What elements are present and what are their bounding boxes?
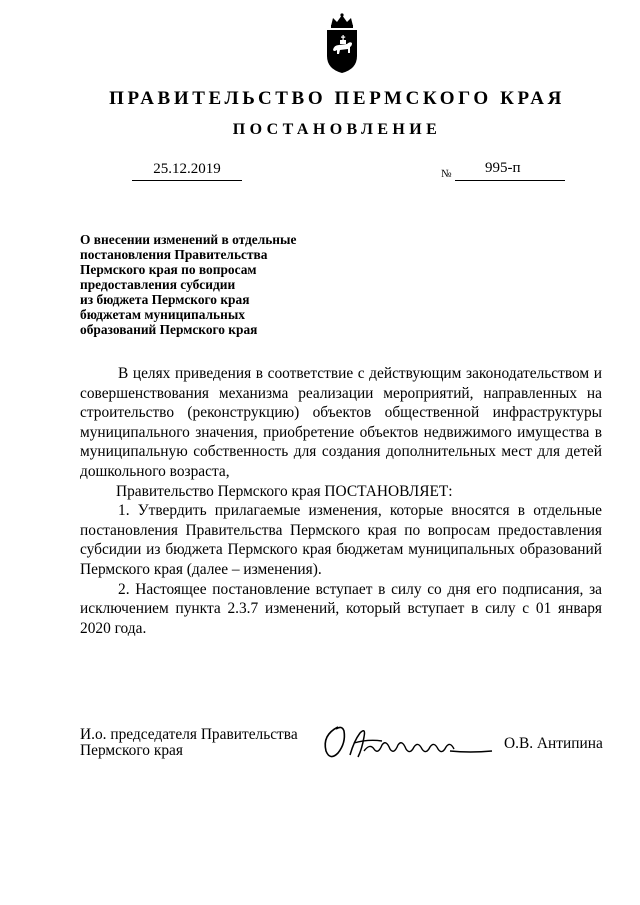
subject-line: бюджетам муниципальных — [80, 307, 245, 322]
subject-line: предоставления субсидии — [80, 277, 236, 292]
subject-line: из бюджета Пермского края — [80, 292, 250, 307]
organization-title: ПРАВИТЕЛЬСТВО ПЕРМСКОГО КРАЯ — [109, 88, 565, 109]
preamble-paragraph: В целях приведения в соответствие с действующим законодательством и совершенствования механизма реализации мероприятий, направленных на строительство (реконструкцию) объектов общественной инфраструктуры муниципального значения, приобретение объектов недвижимого имущества в муниципальную собственность для создания дополнительных мест для детей дошкольного возраста, — [80, 365, 602, 480]
signer-title-line: И.о. председателя Правительства — [80, 726, 298, 743]
document-number: 995-п — [485, 160, 521, 176]
subject-line: постановления Правительства — [80, 247, 268, 262]
document-subject — [80, 232, 340, 337]
document-number-field — [441, 161, 565, 183]
signer-title — [80, 727, 298, 759]
number-sign: № — [441, 168, 452, 180]
item-1-paragraph: 1. Утвердить прилагаемые изменения, которые вносятся в отдельные постановления Правительства Пермского края по вопросам предоставления субсидии из бюджета Пермского края бюджетам муниципальных образований Пермского края (далее – изменения). — [80, 502, 602, 578]
subject-line: образований Пермского края — [80, 322, 258, 337]
number-underline — [455, 180, 565, 181]
handwritten-signature — [320, 721, 500, 765]
signature-block — [80, 726, 603, 777]
document-type: ПОСТАНОВЛЕНИЕ — [232, 121, 442, 138]
resolution-statement: Правительство Пермского края ПОСТАНОВЛЯЕТ: — [116, 482, 453, 500]
signer-title-line: Пермского края — [80, 742, 183, 759]
document-date: 25.12.2019 — [132, 161, 242, 181]
signer-name: О.В. Антипина — [504, 735, 603, 752]
subject-line: О внесении изменений в отдельные — [80, 232, 297, 247]
perm-krai-coat-of-arms-icon — [323, 12, 361, 74]
subject-line: Пермского края по вопросам — [80, 262, 257, 277]
document-body — [80, 364, 602, 638]
item-2-paragraph: 2. Настоящее постановление вступает в силу со дня его подписания, за исключением пункта 2.3.7 изменений, который вступает в силу с 01 января 2020 года. — [80, 580, 602, 637]
